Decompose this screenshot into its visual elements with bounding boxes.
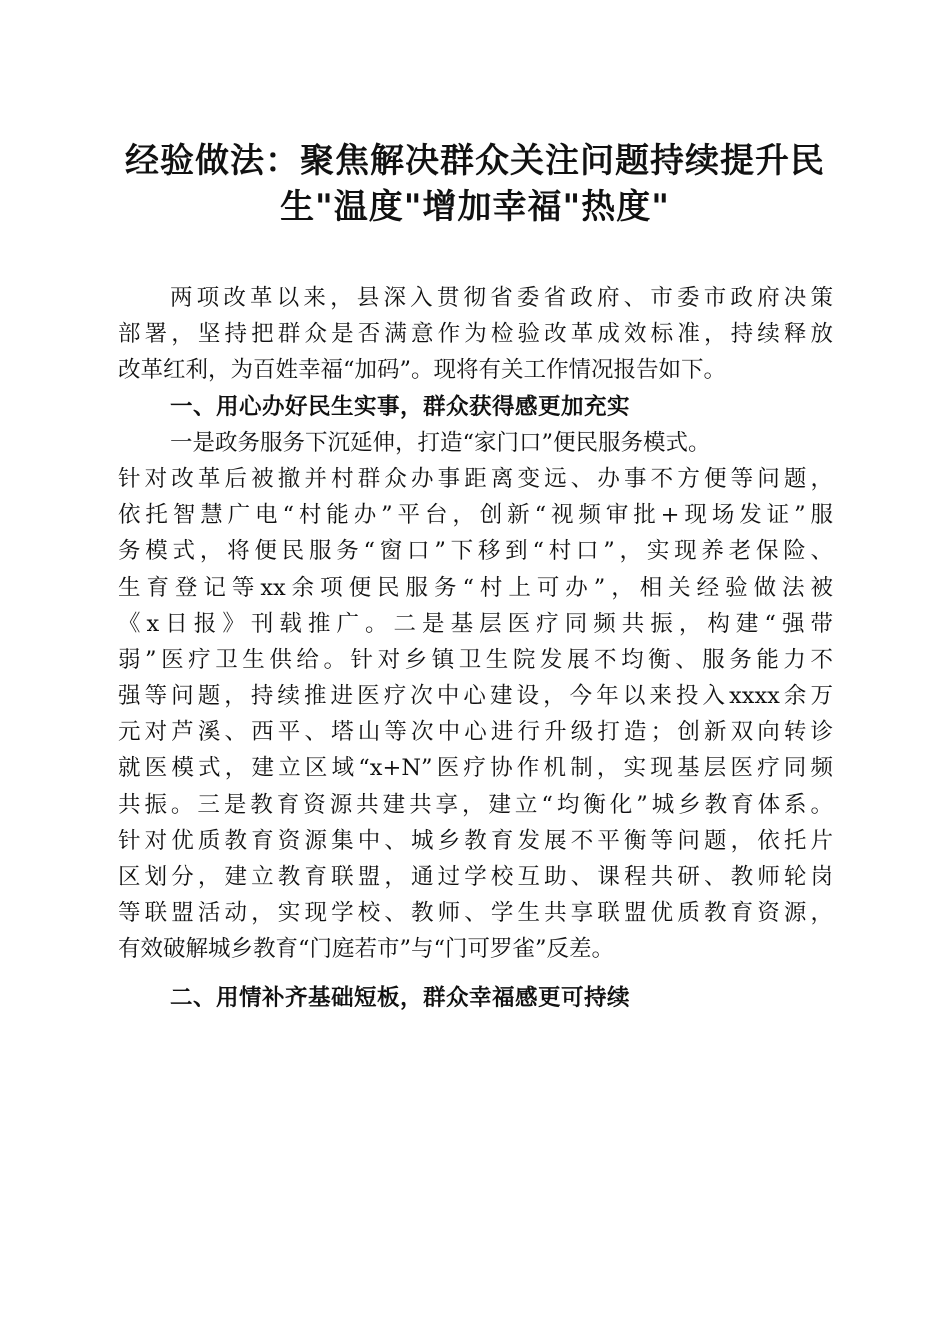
section-1-line: 等联盟活动，实现学校、教师、学生共享联盟优质教育资源， (118, 900, 833, 927)
document-title (110, 138, 840, 230)
intro-line: 部署，坚持把群众是否满意作为检验改革成效标准，持续释放 (118, 321, 833, 348)
section-1-line: 共振。三是教育资源共建共享，建立“均衡化”城乡教育体系。 (118, 791, 833, 818)
title-line-1: 经验做法：聚焦解决群众关注问题持续提升民 (125, 141, 825, 181)
section-1-line: 针对改革后被撤并村群众办事距离变远、办事不方便等问题， (118, 465, 833, 492)
section-1-line: 元对芦溪、西平、塔山等次中心进行升级打造；创新双向转诊 (118, 719, 833, 746)
intro-line: 改革红利，为百姓幸福“加码”。现将有关工作情况报告如下。 (118, 357, 727, 384)
section-1-line: 针对优质教育资源集中、城乡教育发展不平衡等问题，依托片 (118, 827, 833, 854)
section-1-line: 强等问题，持续推进医疗次中心建设，今年以来投入xxxx余万 (118, 683, 833, 710)
section-2-heading: 二、用情补齐基础短板，群众幸福感更可持续 (170, 984, 631, 1011)
document-body (118, 280, 833, 1016)
title-line-2: 生"温度"增加幸福"热度" (280, 187, 670, 227)
section-1-heading: 一、用心办好民生实事，群众获得感更加充实 (170, 393, 631, 420)
section-1-line: 《x日报》刊载推广。二是基层医疗同频共振，构建“强带 (118, 610, 833, 637)
intro-line: 两项改革以来，县深入贯彻省委省政府、市委市政府决策 (170, 285, 833, 311)
section-1-line: 生育登记等xx余项便民服务“村上可办”，相关经验做法被 (118, 574, 833, 601)
section-1-line: 务模式，将便民服务“窗口”下移到“村口”，实现养老保险、 (118, 538, 833, 565)
section-1-line: 一是政务服务下沉延伸，打造“家门口”便民服务模式。 (170, 429, 711, 456)
section-1-line: 弱”医疗卫生供给。针对乡镇卫生院发展不均衡、服务能力不 (118, 646, 833, 673)
section-1-line: 依托智慧广电“村能办”平台，创新“视频审批+现场发证”服 (118, 502, 833, 529)
section-1-line: 就医模式，建立区域“x+N”医疗协作机制，实现基层医疗同频 (118, 755, 833, 782)
paragraph-gap (118, 968, 833, 980)
section-1-line: 有效破解城乡教育“门庭若市”与“门可罗雀”反差。 (118, 936, 615, 963)
section-1-line: 区划分，建立教育联盟，通过学校互助、课程共研、教师轮岗 (118, 864, 833, 890)
